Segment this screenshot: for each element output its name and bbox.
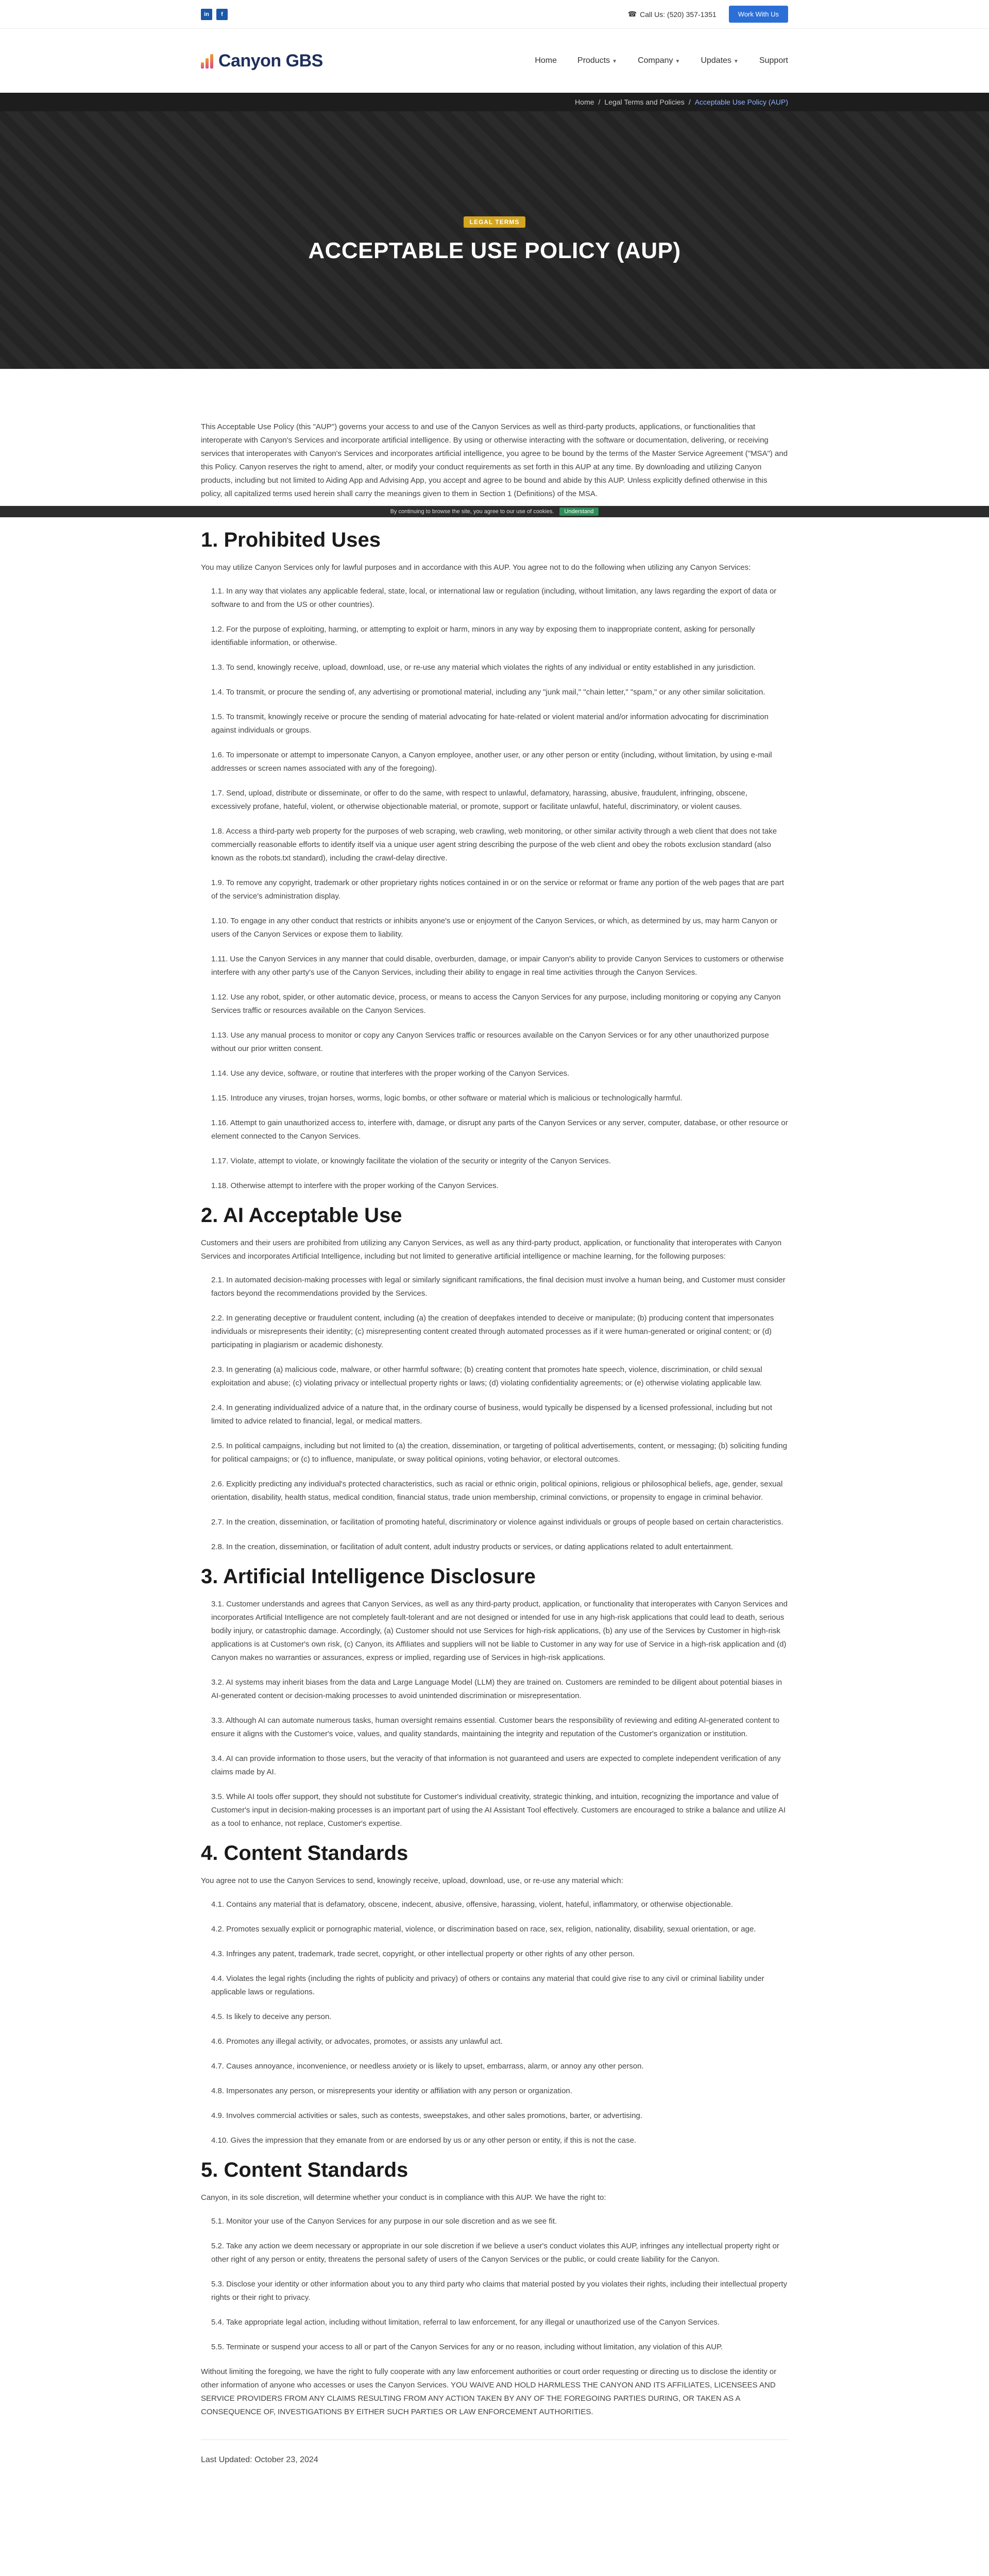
policy-clause: 3.2. AI systems may inherit biases from the data and Large Language Model (LLM) they are trained on. Customers are reminded to be diligent about potential biases in AI-generated content or decision-making processes to avoid unintended discrimination or misrepresentation.: [211, 1678, 782, 1700]
policy-clause: 1.5. To transmit, knowingly receive or procure the sending of material advocating for hate-related or violent material and/or information advocating for discrimination against individuals or groups.: [211, 713, 769, 735]
nav-item-label: Updates: [701, 56, 732, 65]
section-heading: 2. AI Acceptable Use: [201, 1204, 402, 1227]
policy-clause: 1.4. To transmit, or procure the sending of, any advertising or promotional material, including any "junk mail," "chain letter," "spam," or any other similar solicitation.: [211, 688, 765, 697]
page-title: ACCEPTABLE USE POLICY (AUP): [308, 238, 681, 263]
policy-clause: 3.3. Although AI can automate numerous tasks, human oversight remains essential. Customer bears the responsibility of reviewing and editing AI-generated content to ensure it aligns with the Customer's voice, values, and quality standards, maintaining the integrity and reputation of the Customer's organization or institution.: [211, 1716, 780, 1738]
main-nav: [0, 29, 989, 93]
policy-clause: 4.4. Violates the legal rights (including the rights of publicity and privacy) of others or contains any material that could give rise to any civil or criminal liability under applicable laws or regulations.: [211, 1974, 764, 1996]
breadcrumb: [0, 93, 989, 111]
breadcrumb-legal[interactable]: Legal Terms and Policies: [604, 98, 685, 106]
policy-clause: 1.17. Violate, attempt to violate, or knowingly facilitate the violation of the security or integrity of the Canyon Services.: [211, 1157, 611, 1165]
policy-clause: 4.3. Infringes any patent, trademark, trade secret, copyright, or other intellectual property or other rights of any other person.: [211, 1950, 635, 1958]
hero-banner: [0, 111, 989, 369]
policy-clause: 5.5. Terminate or suspend your access to all or part of the Canyon Services for any or no reason, including without limitation, any violation of this AUP.: [211, 2343, 723, 2351]
policy-clause: 1.12. Use any robot, spider, or other automatic device, process, or means to access the Canyon Services for any purpose, including monitoring or copying any Canyon Services traffic or resources available on the Canyon Services.: [211, 993, 781, 1015]
nav-item-company[interactable]: [638, 56, 680, 65]
breadcrumb-home[interactable]: Home: [575, 98, 594, 106]
policy-clause: 4.8. Impersonates any person, or misrepresents your identity or affiliation with any person or organization.: [211, 2087, 572, 2095]
policy-clause: 3.1. Customer understands and agrees that Canyon Services, as well as any third-party product, application, or functionality that interoperates with Canyon Services and incorporates Artificial Intelligence are not completely fault-tolerant and are not designed or intended for use in any high-risk applications that could lead to death, serious bodily injury, or catastrophic damage. Accordingly, (a) Customer should not use Services for high-risk applications, (b) any use of the Services by Customer in high-risk applications is at Customer's own risk, (c) Canyon, its Affiliates and suppliers will not be liable to Customer in any way for use of Service in a high-risk application and (d) Canyon makes no warranties or assurances, express or implied, regarding use of Services in high-risk applications.: [211, 1600, 788, 1662]
cookie-accept-button[interactable]: Understand: [559, 507, 599, 516]
section-lead: Customers and their users are prohibited from utilizing any Canyon Services, as well as any third-party product, application, or functionality that interoperates with Canyon Services and incorporates Artificial Intelligence, including but not limited to generative artificial intelligence or machine learning, for the following purposes:: [201, 1239, 782, 1261]
section-lead: You may utilize Canyon Services only for lawful purposes and in accordance with this AUP. You agree not to do the following when utilizing any Canyon Services:: [201, 563, 751, 572]
policy-clause: 1.18. Otherwise attempt to interfere with the proper working of the Canyon Services.: [211, 1181, 499, 1190]
policy-clause: 2.7. In the creation, dissemination, or facilitation of promoting hateful, discriminatory or violence against individuals or groups of people based on certain characteristics.: [211, 1518, 783, 1527]
breadcrumb-separator: /: [688, 98, 691, 106]
policy-clause: 3.5. While AI tools offer support, they should not substitute for Customer's individual creativity, strategic thinking, and intuition, recognizing the importance and value of Customer's input in decision-making processes is an important part of using the AI Assistant Tool effectively. Customers are encouraged to strike a balance and utilize AI as a tool to enhance, not replace, Customer's expertise.: [211, 1792, 786, 1828]
policy-clause: 5.2. Take any action we deem necessary or appropriate in our sole discretion if we believe a user's conduct violates this AUP, infringes any intellectual property right or other right of any person or entity, threatens the personal safety of users of the Canyon Services or the public, or could create liability for the Canyon.: [211, 2242, 779, 2264]
nav-item-updates[interactable]: [701, 56, 739, 65]
policy-clause: 3.4. AI can provide information to those users, but the veracity of that information is not guaranteed and users are expected to complete independent verification of any claims made by AI.: [211, 1754, 781, 1776]
section-heading: 5. Content Standards: [201, 2159, 408, 2181]
policy-clause: 4.2. Promotes sexually explicit or pornographic material, violence, or discrimination based on race, sex, religion, nationality, disability, sexual orientation, or age.: [211, 1925, 756, 1934]
linkedin-icon[interactable]: in: [201, 9, 212, 20]
policy-clause: 2.8. In the creation, dissemination, or facilitation of adult content, adult industry products or services, or dating applications related to adult entertainment.: [211, 1543, 734, 1551]
nav-item-home[interactable]: Home: [535, 56, 557, 65]
policy-clause: 2.5. In political campaigns, including but not limited to (a) the creation, dissemination, or targeting of political advertisements, content, or messaging; (b) soliciting funding for political campaigns; or (c) to influence, manipulate, or sway political opinions, voting behavior, or electoral outcomes.: [211, 1442, 788, 1464]
policy-clause: 1.2. For the purpose of exploiting, harming, or attempting to exploit or harm, minors in any way by exposing them to inappropriate content, asking for personally identifiable information, or otherwise.: [211, 625, 755, 647]
policy-clause: 4.7. Causes annoyance, inconvenience, or needless anxiety or is likely to upset, embarrass, alarm, or annoy any other person.: [211, 2062, 644, 2071]
policy-clause: 1.16. Attempt to gain unauthorized access to, interfere with, damage, or disrupt any parts of the Canyon Services or any server, computer, database, or other resource or element connected to the Canyon Services.: [211, 1118, 788, 1141]
work-with-us-button[interactable]: Work With Us: [729, 6, 788, 23]
phone-link[interactable]: [628, 10, 717, 19]
section-heading: 1. Prohibited Uses: [201, 529, 381, 551]
policy-clause: 4.10. Gives the impression that they emanate from or are endorsed by us or any other person or entity, if this is not the case.: [211, 2136, 637, 2145]
policy-clause: 4.1. Contains any material that is defamatory, obscene, indecent, abusive, offensive, harassing, violent, hateful, inflammatory, or otherwise objectionable.: [211, 1900, 734, 1909]
nav-item-support[interactable]: Support: [759, 56, 788, 65]
hero-badge: LEGAL TERMS: [464, 216, 526, 228]
policy-content: [0, 369, 989, 2485]
section-heading: 4. Content Standards: [201, 1842, 408, 1865]
policy-clause: 4.6. Promotes any illegal activity, or advocates, promotes, or assists any unlawful act.: [211, 2037, 503, 2046]
policy-clause: 1.3. To send, knowingly receive, upload, download, use, or re-use any material which violates the rights of any individual or entity established in any jurisdiction.: [211, 663, 756, 672]
policy-clause: 2.3. In generating (a) malicious code, malware, or other harmful software; (b) creating content that promotes hate speech, violence, discrimination, or child sexual exploitation and abuse; (c) violating privacy or intellectual property rights or laws; (d) violating confidentiality agreements; or (e) otherwise violating applicable law.: [211, 1365, 762, 1387]
nav-menu: [535, 56, 788, 65]
section-lead: You agree not to use the Canyon Services to send, knowingly receive, upload, download, use, or re-use any material which:: [201, 1876, 623, 1885]
policy-clause: 1.14. Use any device, software, or routine that interferes with the proper working of the Canyon Services.: [211, 1069, 570, 1078]
policy-clause: 4.5. Is likely to deceive any person.: [211, 2012, 332, 2021]
policy-sections: [201, 529, 788, 2419]
policy-clause: 2.6. Explicitly predicting any individual's protected characteristics, such as racial or ethnic origin, political opinions, religious or philosophical beliefs, age, gender, sexual orientation, disability, health status, medical condition, financial status, trade union membership, criminal convictions, or propensity to engage in criminal behavior.: [211, 1480, 783, 1502]
top-bar: [0, 0, 989, 29]
policy-clause: 1.9. To remove any copyright, trademark or other proprietary rights notices contained in or on the service or reformat or frame any portion of the web pages that are part of the service's administration display.: [211, 878, 784, 901]
chevron-down-icon: ▼: [612, 59, 618, 64]
nav-item-label: Company: [638, 56, 673, 65]
policy-clause: 1.7. Send, upload, distribute or disseminate, or offer to do the same, with respect to unlawful, defamatory, harassing, abusive, fraudulent, infringing, obscene, excessively profane, hateful, violent, or otherwise objectionable material, or promote, support or facilitate unlawful, hateful, discriminatory, or violent causes.: [211, 789, 747, 811]
policy-clause: 1.6. To impersonate or attempt to impersonate Canyon, a Canyon employee, another user, or any other person or entity (including, without limitation, by using e-mail addresses or screen names associated with any of the foregoing).: [211, 751, 772, 773]
policy-clause: 5.1. Monitor your use of the Canyon Services for any purpose in our sole discretion and as we see fit.: [211, 2217, 557, 2226]
section-heading: 3. Artificial Intelligence Disclosure: [201, 1565, 536, 1588]
social-links: [201, 9, 228, 20]
policy-clause: 5.4. Take appropriate legal action, including without limitation, referral to law enforcement, for any illegal or unauthorized use of the Canyon Services.: [211, 2318, 720, 2327]
policy-clause: 2.2. In generating deceptive or fraudulent content, including (a) the creation of deepfakes intended to deceive or manipulate; (b) producing content that impersonates individuals or misrepresents their identity; (c) misrepresenting content created through automated processes as if it were human-generated or original content; or (d) participating in plagiarism or academic dishonesty.: [211, 1314, 774, 1349]
policy-clause: 5.3. Disclose your identity or other information about you to any third party who claims that material posted by you violates their rights, including their intellectual property rights or their right to privacy.: [211, 2280, 788, 2302]
section-lead: Canyon, in its sole discretion, will determine whether your conduct is in compliance with this AUP. We have the right to:: [201, 2193, 606, 2202]
policy-clause: 1.15. Introduce any viruses, trojan horses, worms, logic bombs, or other software or material which is malicious or technologically harmful.: [211, 1094, 683, 1103]
nav-item-label: Products: [577, 56, 610, 65]
section-closing: Without limiting the foregoing, we have the right to fully cooperate with any law enforcement authorities or court order requesting or directing us to disclose the identity or other information of anyone who accesses or uses the Canyon Services. YOU WAIVE AND HOLD HARMLESS THE CANYON AND ITS AFFILIATES, LICENSEES AND SERVICE PROVIDERS FROM ANY CLAIMS RESULTING FROM ANY ACTION TAKEN BY ANY OF THE FOREGOING PARTIES DURING, OR TAKEN AS A CONSEQUENCE OF, INVESTIGATIONS BY EITHER SUCH PARTIES OR LAW ENFORCEMENT AUTHORITIES.: [201, 2367, 777, 2416]
nav-item-products[interactable]: [577, 56, 617, 65]
logo-text: Canyon GBS: [218, 50, 323, 71]
policy-clause: 1.1. In any way that violates any applicable federal, state, local, or international law or regulation (including, without limitation, any laws regarding the export of data or software to and from the US or other countries).: [211, 587, 777, 609]
policy-clause: 1.13. Use any manual process to monitor or copy any Canyon Services traffic or resources available on the Canyon Services or for any other unauthorized purpose without our prior written consent.: [211, 1031, 769, 1053]
policy-clause: 2.1. In automated decision-making processes with legal or similarly significant ramifications, the final decision must involve a human being, and Customer must consider factors beyond the recommendations provided by the Services.: [211, 1276, 786, 1298]
facebook-icon[interactable]: f: [216, 9, 228, 20]
logo-bars-icon: [201, 53, 213, 69]
policy-clause: 2.4. In generating individualized advice of a nature that, in the ordinary course of business, would typically be dispensed by a licensed professional, including but not limited to advice related to financial, legal, or medical matters.: [211, 1403, 773, 1426]
last-updated: Last Updated: October 23, 2024: [201, 2439, 788, 2465]
policy-clause: 1.11. Use the Canyon Services in any manner that could disable, overburden, damage, or impair Canyon's ability to provide Canyon Services to customers or otherwise interfere with any other party's use of the Canyon Services, including their ability to engage in real time activities through the Canyon Services.: [211, 955, 784, 977]
phone-text: Call Us: (520) 357-1351: [640, 10, 717, 19]
intro-paragraph: This Acceptable Use Policy (this "AUP") governs your access to and use of the Canyon Services as well as third-party products, applications, or functionalities that interoperate with Canyon's Services and incorporate artificial intelligence. By using or otherwise interacting with the software or documentation, delivering, or receiving services that interoperates with Canyon's Services and incorporates artificial intelligence, you agree to be bound by the terms of the Master Service Agreement ("MSA") and this Policy. Canyon reserves the right to amend, alter, or modify your conduct requirements as set forth in this AUP at any time. By downloading and utilizing Canyon products, including but not limited to Aiding App and Advising App, you accept and agree to be bound and abide by this AUP. Unless explicitly defined otherwise in this policy, all capitalized terms used herein shall carry the meanings given to them in Section 1 (Definitions) of the MSA.: [201, 422, 788, 498]
breadcrumb-current: Acceptable Use Policy (AUP): [694, 98, 788, 106]
policy-clause: 1.8. Access a third-party web property for the purposes of web scraping, web crawling, web monitoring, or other similar activity through a web client that does not take commercially reasonable efforts to identify itself via a unique user agent string describing the purpose of the web client and obey the robots exclusion standard (also known as the robots.txt standard), including the crawl-delay directive.: [211, 827, 777, 862]
cookie-text: By continuing to browse the site, you agree to our use of cookies.: [390, 509, 554, 515]
chevron-down-icon: ▼: [734, 59, 739, 64]
policy-clause: 4.9. Involves commercial activities or sales, such as contests, sweepstakes, and other sales promotions, barter, or advertising.: [211, 2111, 643, 2120]
policy-clause: 1.10. To engage in any other conduct that restricts or inhibits anyone's use or enjoyment of the Canyon Services, or which, as determined by us, may harm Canyon or users of the Canyon Services or expose them to liability.: [211, 917, 778, 939]
chevron-down-icon: ▼: [675, 59, 680, 64]
logo[interactable]: [201, 51, 323, 71]
phone-icon: ☎: [627, 10, 637, 18]
cookie-banner: [0, 506, 989, 517]
breadcrumb-separator: /: [598, 98, 601, 106]
top-right: [628, 6, 788, 23]
